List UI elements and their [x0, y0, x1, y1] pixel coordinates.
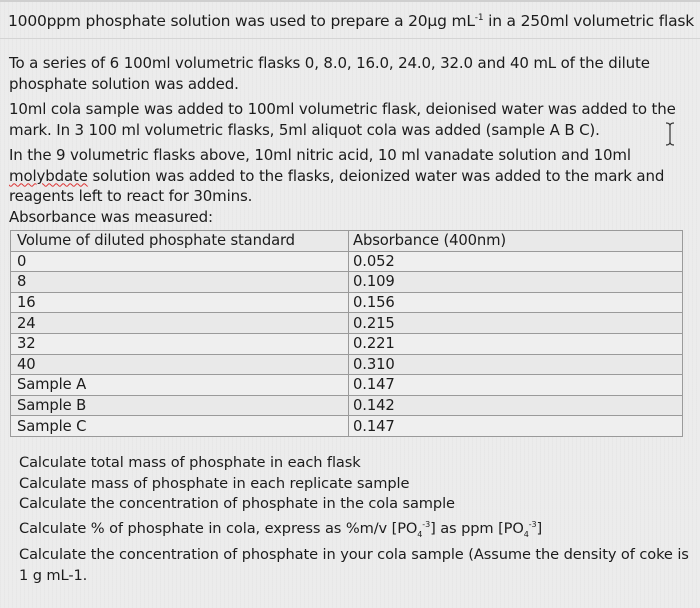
- cell-volume: 0: [11, 251, 349, 272]
- paragraph-absorbance: Absorbance was measured:: [9, 208, 213, 226]
- cell-absorbance: 0.147: [349, 375, 683, 396]
- page-title: 1000ppm phosphate solution was used to prepare a 20μg $mL^{-1}$ in a 250ml volumetric flask: [8, 12, 695, 30]
- table-row: [11, 313, 683, 334]
- cell-volume: 40: [11, 354, 349, 375]
- absorbance-table: [10, 230, 683, 437]
- table-row: [11, 251, 683, 272]
- table-row: [11, 292, 683, 313]
- top-border: [0, 0, 700, 2]
- cell-volume: 8: [11, 272, 349, 293]
- table-row: [11, 395, 683, 416]
- question-replicate-mass: Calculate mass of phosphate in each replicate sample: [19, 474, 410, 492]
- cell-absorbance: 0.147: [349, 416, 683, 437]
- cell-absorbance: 0.142: [349, 395, 683, 416]
- header-volume: Volume of diluted phosphate standard: [11, 231, 349, 252]
- table-row: [11, 333, 683, 354]
- cell-sample: Sample B: [11, 395, 349, 416]
- spellcheck-word: molybdate: [9, 166, 88, 185]
- cell-absorbance: 0.156: [349, 292, 683, 313]
- cell-sample: Sample A: [11, 375, 349, 396]
- question-percent-phosphate: Calculate % of phosphate in cola, express as %m/v $[PO_4^{-3}]$ as ppm $[PO_4^{-3}]$: [19, 519, 543, 539]
- cell-absorbance: 0.109: [349, 272, 683, 293]
- paragraph-flasks: To a series of 6 100ml volumetric flasks 0, 8.0, 16.0, 24.0, 32.0 and 40 mL of the dilute phosphate solution was added.: [9, 54, 650, 93]
- cell-volume: 24: [11, 313, 349, 334]
- table-row: [11, 354, 683, 375]
- title-divider: [0, 38, 700, 39]
- cell-absorbance: 0.221: [349, 333, 683, 354]
- question-concentration: Calculate the concentration of phosphate in the cola sample: [19, 495, 455, 513]
- header-absorbance: Absorbance (400nm): [349, 231, 683, 252]
- cell-volume: 16: [11, 292, 349, 313]
- question-density-concentration: Calculate the concentration of phosphate in your cola sample (Assume the density of coke is: [19, 546, 689, 564]
- table-header-row: [11, 231, 683, 252]
- paragraph-cola-sample: 10ml cola sample was added to 100ml volumetric flask, deionised water was added to the mark. In 3 100 ml volumetric flasks, 5ml aliquot cola was added (sample A B C).: [9, 100, 676, 139]
- question-total-mass: Calculate total mass of phosphate in each flask: [19, 454, 361, 471]
- cell-absorbance: 0.052: [349, 251, 683, 272]
- table-row: [11, 375, 683, 396]
- cell-absorbance: 0.215: [349, 313, 683, 334]
- table-row: [11, 416, 683, 437]
- question-density-unit: 1 g mL-1.: [19, 566, 88, 584]
- cell-sample: Sample C: [11, 416, 349, 437]
- table-row: [11, 272, 683, 293]
- cell-volume: 32: [11, 333, 349, 354]
- questions-list: [19, 453, 689, 586]
- cell-absorbance: 0.310: [349, 354, 683, 375]
- paragraph-reagents: In the 9 volumetric flasks above, 10ml nitric acid, 10 ml vanadate solution and 10ml molybdate solution was added to the flasks, deionized water was added to the mark and reagents left to react for 30mins.: [9, 146, 665, 205]
- text-cursor-icon: [664, 122, 676, 146]
